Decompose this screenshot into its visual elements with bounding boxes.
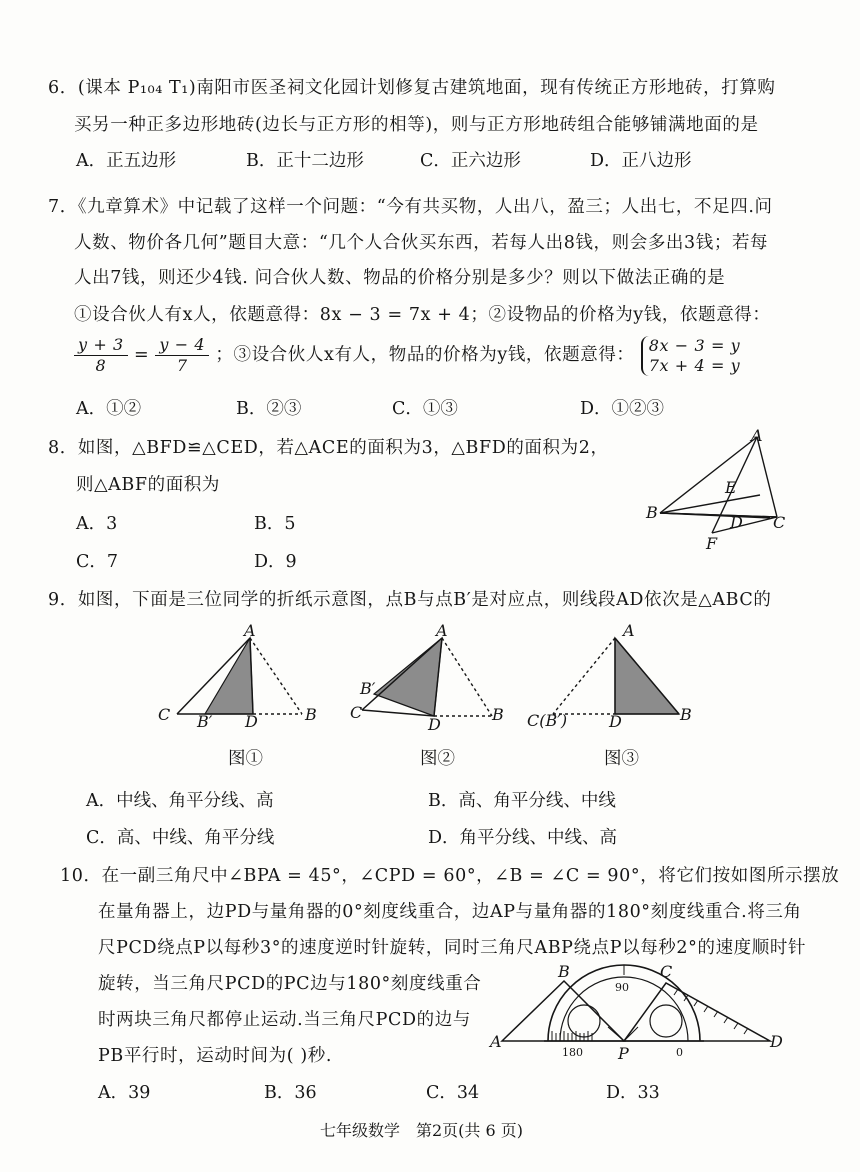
q8-label-d: D	[730, 513, 743, 532]
q10-option-a: A．39	[98, 1083, 151, 1103]
q8-label-c: C	[773, 513, 786, 532]
q8-line-2: 则△ABF的面积为	[76, 475, 220, 495]
q6-option-a: A．正五边形	[76, 151, 177, 171]
q9-option-b: B．高、角平分线、中线	[428, 791, 616, 811]
q7-line-5-text: ；③设合伙人x有人，物品的价格为y钱，依题意得：	[215, 345, 635, 365]
q9-figure-1	[150, 620, 330, 730]
q9-fig1-label-d: D	[245, 712, 258, 731]
q7-line-5	[74, 335, 740, 376]
q10-label-a: A	[490, 1032, 502, 1051]
q9-fig2-label-bprime: B′	[360, 679, 376, 698]
q10-line-3: 尺PCD绕点P以每秒3°的速度逆时针旋转，同时三角尺ABP绕点P以每秒2°的速度顺时针	[98, 938, 807, 958]
q9-fig3-label-a: A	[623, 621, 635, 640]
equals-sign: =	[133, 345, 150, 365]
q7-option-d: D．①②③	[580, 399, 665, 419]
fraction-y-plus-3: $\frac{y + 3}{8}$	[74, 335, 128, 376]
q9-option-c: C．高、中线、角平分线	[86, 828, 275, 848]
q10-label-b: B	[558, 962, 570, 981]
q8-label-e: E	[725, 478, 737, 497]
q9-fig3-label-d: D	[609, 712, 622, 731]
q9-fig3-label-b: B	[680, 705, 692, 724]
q8-option-c: C．7	[76, 552, 119, 572]
q8-label-b: B	[646, 503, 658, 522]
q10-line-5: 时两块三角尺都停止运动.当三角尺PCD的边与	[98, 1010, 471, 1030]
q7-line-3: 人出7钱，则还少4钱. 问合伙人数、物品的价格分别是多少？则以下做法正确的是	[74, 268, 726, 288]
q7-line-4: ①设合伙人有x人，依题意得：8x − 3 = 7x + 4；②设物品的价格为y钱，依题意得：	[74, 305, 771, 325]
q8-triangle-figure	[640, 425, 800, 555]
q10-line-2: 在量角器上，边PD与量角器的0°刻度线重合，边AP与量角器的180°刻度线重合.将三角	[98, 902, 802, 922]
q10-option-d: D．33	[606, 1083, 660, 1103]
q9-option-a: A．中线、角平分线、高	[86, 791, 274, 811]
fraction-y-minus-4: $\frac{y - 4}{7}$	[155, 335, 209, 376]
q9-fig1-label-a: A	[244, 621, 256, 640]
q7-line-1: 7．《九章算术》中记载了这样一个问题：“今有共买物，人出八，盈三；人出七，不足四.问	[48, 197, 773, 217]
q6-option-d: D．正八边形	[590, 151, 692, 171]
q9-fig2-label-b: B	[492, 705, 504, 724]
q9-fig2-label-a: A	[436, 621, 448, 640]
q9-figure-caption-1: 图①	[228, 749, 263, 769]
q8-label-a: A	[751, 426, 763, 445]
q9-fig2-label-c: C	[350, 703, 363, 722]
q10-label-c: C	[660, 962, 673, 981]
q9-fig1-label-b: B	[305, 705, 317, 724]
q7-option-a: A．①②	[76, 399, 142, 419]
q8-label-f: F	[706, 534, 718, 553]
q9-figure-2	[350, 620, 520, 734]
q10-label-p: P	[618, 1044, 629, 1063]
q10-label-d: D	[770, 1032, 783, 1051]
q9-line-1: 9．如图，下面是三位同学的折纸示意图，点B与点B′是对应点，则线段AD依次是△ABC的	[48, 590, 772, 610]
q6-option-b: B．正十二边形	[246, 151, 364, 171]
q6-option-c: C．正六边形	[420, 151, 521, 171]
q9-figure-3	[525, 620, 705, 730]
q7-line-2: 人数、物价各几何”题目大意：“几个人合伙买东西，若每人出8钱，则会多出3钱；若每	[74, 233, 769, 253]
q9-option-d: D．角平分线、中线、高	[428, 828, 618, 848]
q9-fig1-label-bprime: B′	[197, 712, 213, 731]
equation-system: 8x − 3 = y 7x + 4 = y	[641, 336, 741, 376]
q9-fig3-label-cbprime: C(B′)	[527, 711, 568, 730]
q9-figure-caption-3: 图③	[604, 749, 639, 769]
q9-figure-caption-2: 图②	[420, 749, 455, 769]
q10-option-c: C．34	[426, 1083, 480, 1103]
q10-line-1: 10．在一副三角尺中∠BPA = 45°，∠CPD = 60°，∠B = ∠C = 90°，将它们按如图所示摆放	[60, 866, 840, 886]
q9-fig1-label-c: C	[158, 705, 171, 724]
q10-scale-0: 0	[676, 1046, 683, 1059]
q10-option-b: B．36	[264, 1083, 317, 1103]
q10-line-4: 旋转，当三角尺PCD的PC边与180°刻度线重合	[98, 974, 482, 994]
q6-line-1: 6．(课本 P₁₀₄ T₁)南阳市医圣祠文化园计划修复古建筑地面，现有传统正方形地砖，打算购	[48, 78, 776, 98]
q8-line-1: 8．如图，△BFD≌△CED，若△ACE的面积为3，△BFD的面积为2，	[48, 438, 609, 458]
q8-option-a: A．3	[76, 514, 118, 534]
q8-option-b: B．5	[254, 514, 296, 534]
page-footer: 七年级数学 第2页(共 6 页)	[320, 1121, 524, 1140]
q7-option-b: B．②③	[236, 399, 302, 419]
q10-protractor-figure	[488, 962, 788, 1065]
q9-fig2-label-d: D	[428, 715, 441, 734]
q10-scale-90: 90	[615, 981, 629, 994]
q7-option-c: C．①③	[392, 399, 458, 419]
q10-line-6: PB平行时，运动时间为( )秒.	[98, 1046, 333, 1066]
q6-line-2: 买另一种正多边形地砖(边长与正方形的相等)，则与正方形地砖组合能够铺满地面的是	[74, 115, 759, 135]
q10-scale-180: 180	[562, 1046, 583, 1059]
q8-option-d: D．9	[254, 552, 297, 572]
